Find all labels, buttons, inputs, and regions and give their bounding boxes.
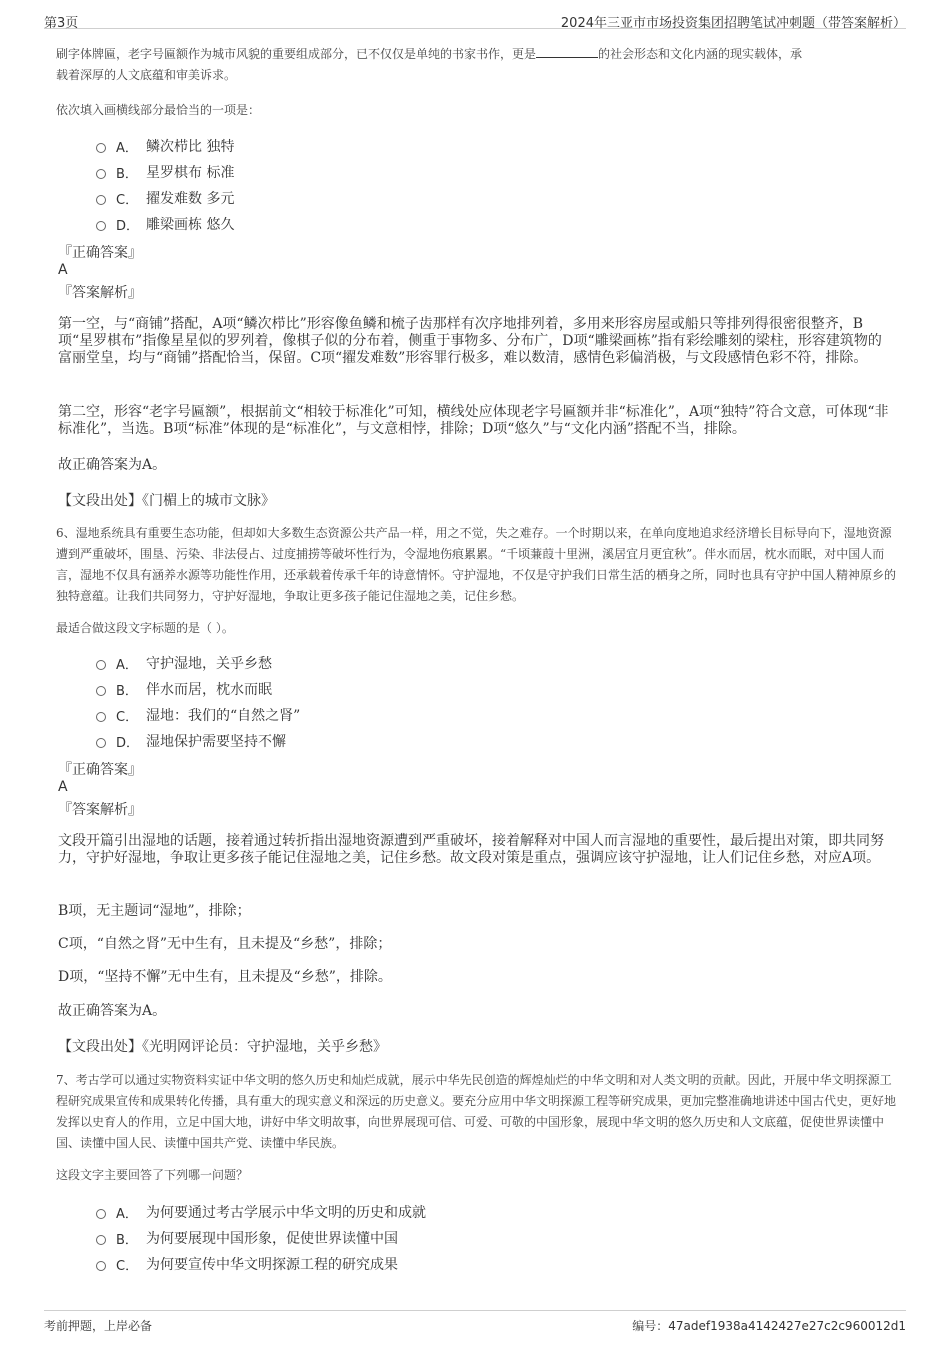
option-letter: C． [116,1258,139,1274]
q5-option-a[interactable] [96,136,234,156]
option-text: 擢发难数 多元 [146,191,235,207]
q6-explanation-5: 故正确答案为A。 [58,1003,167,1019]
q5-option-b[interactable] [96,162,234,182]
stem-text-cont: 的社会形态和文化内涵的现实载体，承 [598,47,803,61]
radio-icon[interactable] [96,1235,106,1245]
radio-icon[interactable] [96,195,106,205]
option-text: 为何要通过考古学展示中华文明的历史和成就 [146,1205,426,1221]
q7-option-a[interactable] [96,1202,426,1222]
q6-explanation-2: B项，无主题词“湿地”，排除； [58,903,251,919]
q5-option-c[interactable] [96,188,234,208]
option-letter: C． [116,192,139,208]
q6-explanation-3: C项，“自然之肾”无中生有，且未提及“乡愁”，排除； [58,936,392,952]
q5-explanation-1: 第一空，与“商铺”搭配，A项“鳞次栉比”形容像鱼鳞和梳子齿那样有次序地排列着，多用来形容房屋或船只等排列得很密很整齐，B项“星罗棋布”指像星星似的罗列着，像棋子似的分布着，侧重于事物多、分布广，D项“雕梁画栋”指有彩绘雕刻的梁柱，形容建筑物的富丽堂皇，均与“商铺”搭配恰当，保留。C项“擢发难数”形容罪行极多，难以数清，感情色彩偏消极，与文段感情色彩不符，排除。 [58,316,882,366]
q5-answer-label: 『正确答案』 [58,245,142,261]
option-letter: D． [116,218,140,234]
q7-option-c[interactable] [96,1254,398,1274]
q5-explanation-3: 故正确答案为A。 [58,457,167,473]
fill-blank [536,45,598,58]
question-6-stem: 6、湿地系统具有重要生态功能，但却如大多数生态资源公共产品一样，用之不觉，失之难存。一个时期以来，在单向度地追求经济增长目标导向下，湿地资源遭到严重破坏，围垦、污染、非法侵占、过度捕捞等破坏性行为，令湿地伤痕累累。“千顷蒹葭十里洲，溪居宜月更宜秋”。伴水而居，枕水而眠，对中国人而言，湿地不仅具有涵养水源等功能性作用，还承载着传承千年的诗意情怀。守护湿地，不仅是守护我们日常生活的栖身之所，同时也具有守护中国人精神原乡的独特意蕴。让我们共同努力，守护好湿地，争取让更多孩子能记住湿地之美，记住乡愁。 [56,526,897,603]
question-5-stem [56,44,896,86]
stem-text-line2: 载着深厚的人文底蕴和审美诉求。 [56,68,237,82]
radio-icon[interactable] [96,143,106,153]
question-5-prompt: 依次填入画横线部分最恰当的一项是： [56,103,261,117]
q6-source: 【文段出处】《光明网评论员：守护湿地，关乎乡愁》 [58,1039,387,1055]
q6-option-c[interactable] [96,705,300,725]
option-letter: A． [116,140,138,156]
option-text: 为何要展现中国形象，促使世界读懂中国 [146,1231,398,1247]
question-7-prompt: 这段文字主要回答了下列哪一问题？ [56,1168,249,1182]
radio-icon[interactable] [96,169,106,179]
document-title: 2024年三亚市市场投资集团招聘笔试冲刺题（带答案解析） [560,16,906,31]
document-id: 编号：47adef1938a4142427e27c2c960012d1 [632,1319,906,1333]
q6-analysis-label: 『答案解析』 [58,802,142,818]
stem-text: 刷字体牌匾，老字号匾额作为城市风貌的重要组成部分，已不仅仅是单纯的书家书作，更是 [56,47,537,61]
radio-icon[interactable] [96,660,106,670]
option-text: 雕梁画栋 悠久 [146,217,235,233]
radio-icon[interactable] [96,686,106,696]
radio-icon[interactable] [96,1209,106,1219]
option-letter: B． [116,683,138,699]
question-6-prompt: 最适合做这段文字标题的是（ ）。 [56,621,234,635]
q6-option-b[interactable] [96,679,272,699]
q6-explanation-4: D项，“坚持不懈”无中生有，且未提及“乡愁”，排除。 [58,969,392,985]
q6-answer-label: 『正确答案』 [58,762,142,778]
q5-source: 【文段出处】《门楣上的城市文脉》 [58,493,275,509]
radio-icon[interactable] [96,738,106,748]
option-text: 湿地：我们的“自然之肾” [146,708,301,724]
q5-explanation-2: 第二空，形容“老字号匾额”，根据前文“相较于标准化”可知，横线处应体现老字号匾额并非“标准化”，A项“独特”符合文意，可体现“非标准化”，当选。B项“标准”体现的是“标准化”，与文意相悖，排除；D项“悠久”与“文化内涵”搭配不当，排除。 [58,404,889,437]
q5-answer: A [58,262,68,278]
q6-option-d[interactable] [96,731,286,751]
option-letter: B． [116,166,138,182]
option-text: 为何要宣传中华文明探源工程的研究成果 [146,1257,398,1273]
radio-icon[interactable] [96,1261,106,1271]
option-text: 湿地保护需要坚持不懈 [146,734,286,750]
radio-icon[interactable] [96,221,106,231]
option-text: 星罗棋布 标准 [146,165,235,181]
question-7-stem: 7、考古学可以通过实物资料实证中华文明的悠久历史和灿烂成就，展示中华先民创造的辉煌灿烂的中华文明和对人类文明的贡献。因此，开展中华文明探源工程研究成果宣传和成果转化传播，具有重大的现实意义和深远的历史意义。要充分应用中华文明探源工程等研究成果，更加完整准确地讲述中国古代史，更好地发挥以史育人的作用，立足中国大地，讲好中华文明故事，向世界展现可信、可爱、可敬的中国形象，展现中华文明的悠久历史和人文底蕴，促使世界读懂中国、读懂中国人民、读懂中国共产党、读懂中华民族。 [56,1073,897,1150]
q6-explanation-1: 文段开篇引出湿地的话题，接着通过转折指出湿地资源遭到严重破坏，接着解释对中国人而言湿地的重要性，最后提出对策，即共同努力，守护好湿地，争取让更多孩子能记住湿地之美，记住乡愁。故文段对策是重点，强调应该守护湿地，让人们记住乡愁，对应A项。 [58,833,884,866]
q6-option-a[interactable] [96,653,272,673]
option-text: 守护湿地，关乎乡愁 [146,656,272,672]
radio-icon[interactable] [96,712,106,722]
page-header [44,8,906,29]
option-letter: D． [116,735,140,751]
option-letter: B． [116,1232,138,1248]
option-text: 伴水而居，枕水而眠 [146,682,272,698]
page-number: 第3页 [44,16,79,31]
option-letter: A． [116,1206,138,1222]
option-text: 鳞次栉比 独特 [146,139,235,155]
q7-option-b[interactable] [96,1228,398,1248]
q6-answer: A [58,779,68,795]
page-footer [44,1310,906,1335]
q5-analysis-label: 『答案解析』 [58,285,142,301]
option-letter: C． [116,709,139,725]
option-letter: A． [116,657,138,673]
q5-option-d[interactable] [96,214,234,234]
footer-slogan: 考前押题，上岸必备 [44,1319,153,1333]
